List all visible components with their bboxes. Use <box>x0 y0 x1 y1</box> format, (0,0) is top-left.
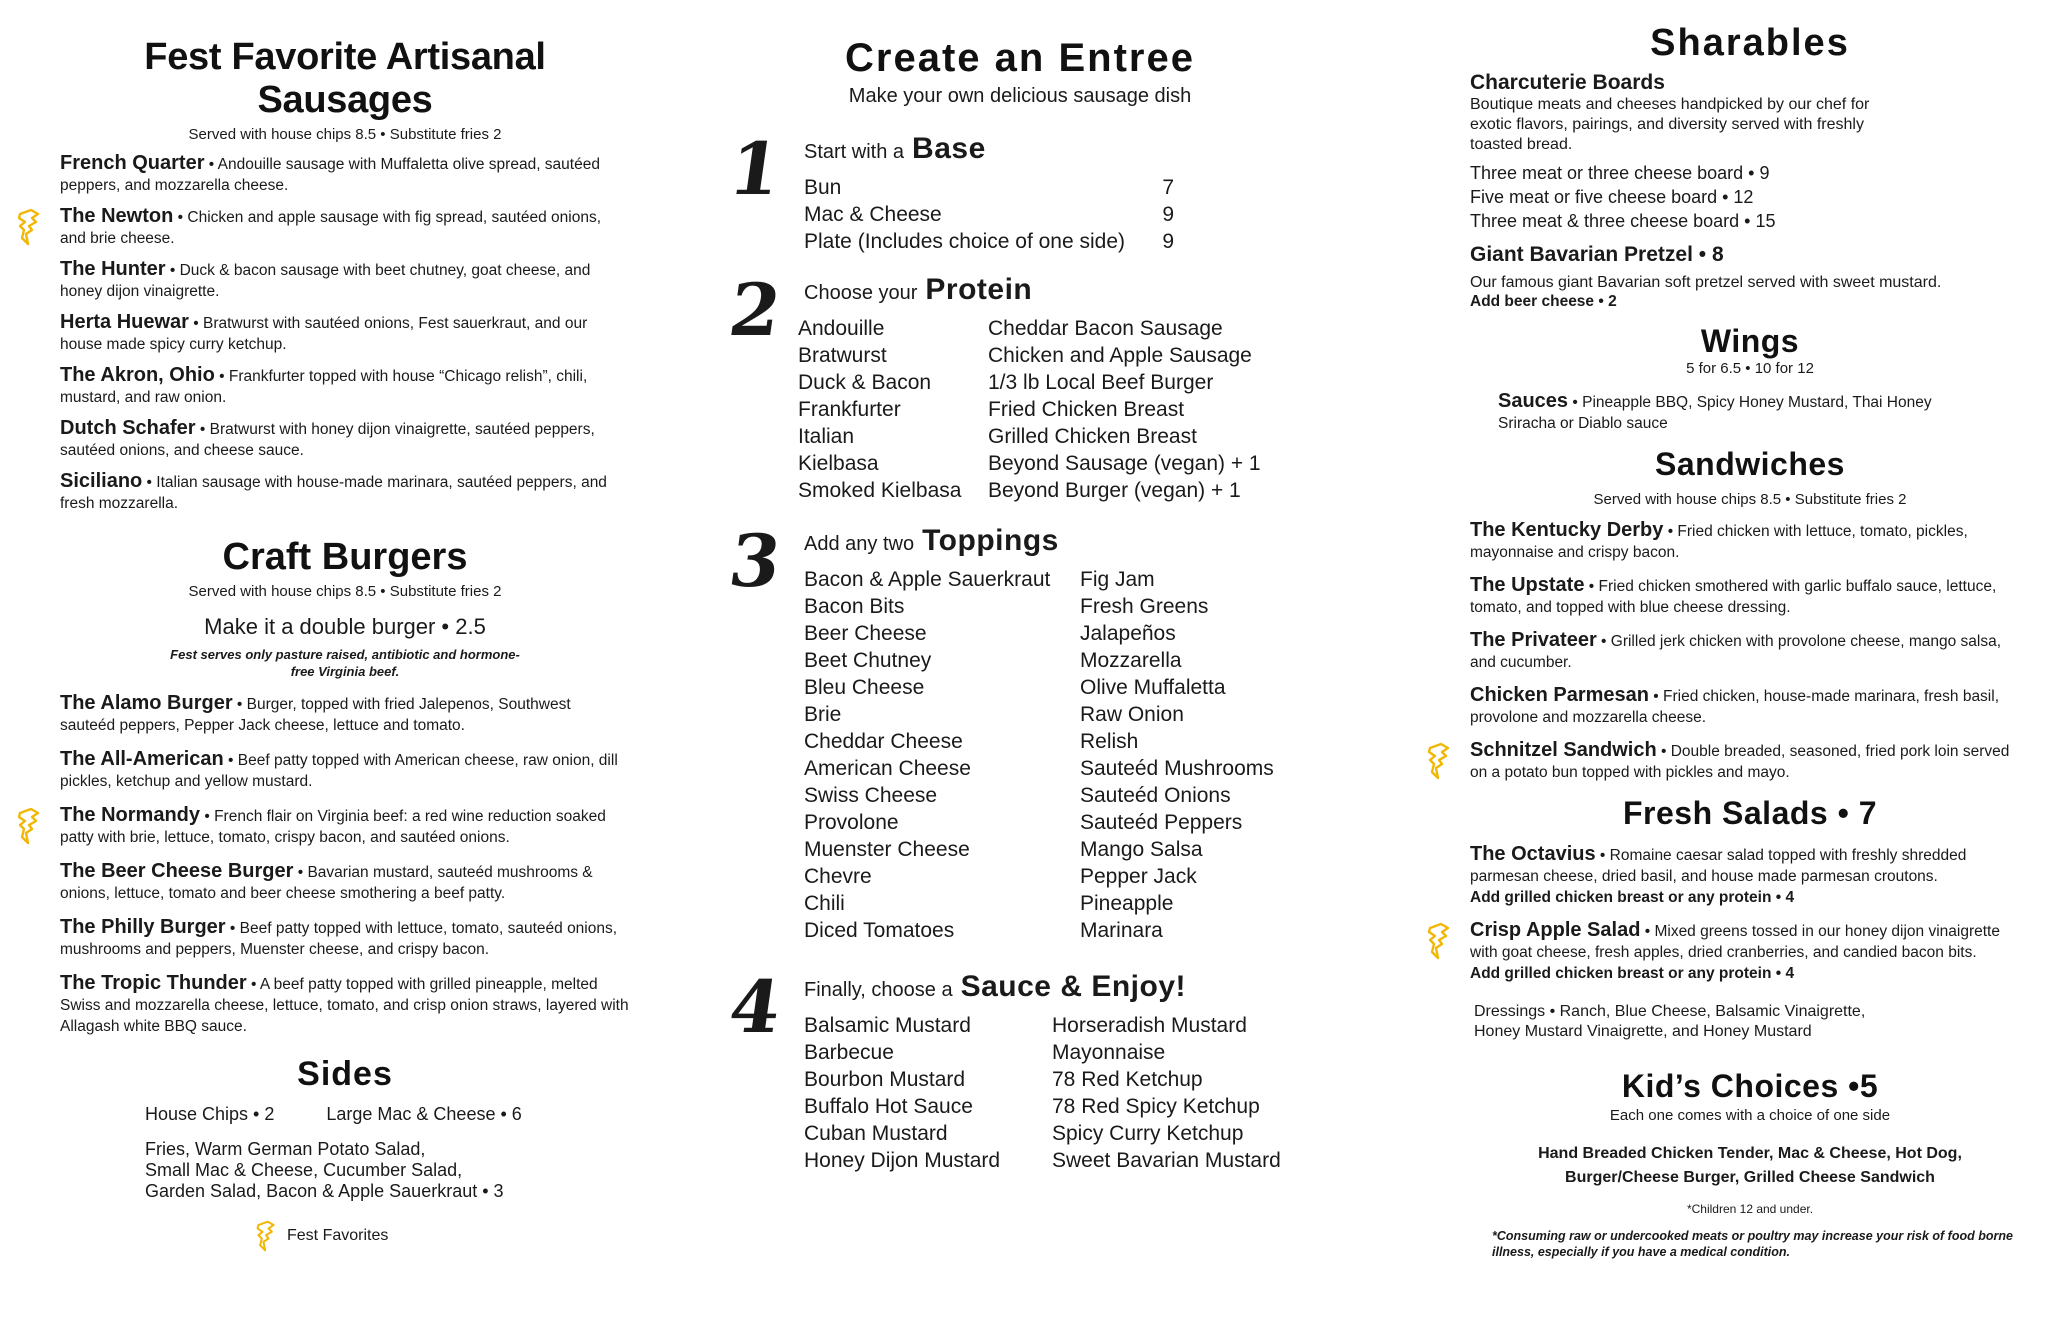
option-item: Sweet Bavarian Mustard <box>1052 1149 1281 1172</box>
option-item: Grilled Chicken Breast <box>988 425 1197 448</box>
kids-line: Hand Breaded Chicken Tender, Mac & Cheese, Hot Dog, <box>1538 1145 1962 1162</box>
option-item: 78 Red Spicy Ketchup <box>1052 1095 1260 1118</box>
step-number: 4 <box>724 964 787 1049</box>
legend-label: Fest Favorites <box>287 1227 389 1244</box>
legend <box>60 1220 630 1252</box>
item-name: Schnitzel Sandwich <box>1470 739 1657 761</box>
sausages-subtitle: Served with house chips 8.5 • Substitute fries 2 <box>188 126 502 143</box>
kids-line: Burger/Cheese Burger, Grilled Cheese Sandwich <box>1565 1169 1935 1186</box>
sides-row <box>60 1104 630 1125</box>
toppings-col-1 <box>804 566 1080 944</box>
option-item: Sauteéd Mushrooms <box>1080 757 1274 780</box>
option-item: Chevre <box>804 865 872 888</box>
menu-item <box>60 365 630 408</box>
salad-dressings: Dressings • Ranch, Blue Cheese, Balsamic Vinaigrette, Honey Mustard Vinaigrette, and Honey Mustard <box>1474 1003 1866 1040</box>
menu-item <box>60 917 630 960</box>
left-column <box>60 0 630 1252</box>
step-number: 3 <box>724 518 787 603</box>
option-item: Bratwurst <box>798 344 887 367</box>
fest-favorite-icon <box>16 208 42 246</box>
entree-subtitle: Make your own delicious sausage dish <box>848 85 1192 107</box>
item-desc: • Frankfurter topped with house “Chicago relish”, chili, mustard, and raw onion. <box>60 368 588 406</box>
food-safety-disclaimer: *Consuming raw or undercooked meats or poultry may increase your risk of food borne illness, especially if you have a medical condition. <box>1492 1229 2013 1259</box>
fest-favorite-icon <box>1426 922 1452 960</box>
step-prefix: Choose your <box>804 282 918 304</box>
step-head: Base <box>912 132 986 165</box>
board-option: Five meat or five cheese board • 12 <box>1470 187 1754 207</box>
item-name: The All-American <box>60 748 224 770</box>
sausage-list <box>60 153 630 514</box>
item-name: The Normandy <box>60 804 201 826</box>
option-item: Diced Tomatoes <box>804 919 955 942</box>
entree-title: Create an Entree <box>845 36 1195 80</box>
item-name: The Kentucky Derby <box>1470 519 1664 541</box>
fest-favorite-icon <box>16 807 42 845</box>
protein-col-1 <box>798 315 988 504</box>
wings-sauces-label: Sauces <box>1498 390 1569 412</box>
item-name: French Quarter <box>60 152 205 174</box>
step-number: 2 <box>724 267 787 352</box>
item-name: The Philly Burger <box>60 916 226 938</box>
item-desc: • Fried chicken smothered with garlic buffalo sauce, lettuce, tomato, and topped with blue cheese dressing. <box>1470 578 1997 616</box>
item-desc: • French flair on Virginia beef: a red wine reduction soaked patty with brie, lettuce, tomato, crispy bacon, and sautéed onions. <box>60 808 606 846</box>
option-item: Fried Chicken Breast <box>988 398 1185 421</box>
menu-item <box>60 861 630 904</box>
item-desc: • Bratwurst with sautéed onions, Fest sauerkraut, and our house made spicy curry ketchup. <box>60 315 588 353</box>
item-desc: • Duck & bacon sausage with beet chutney, goat cheese, and honey dijon vinaigrette. <box>60 262 591 300</box>
step-heading <box>804 970 1320 1004</box>
sides-title: Sides <box>297 1055 393 1093</box>
option-item: Marinara <box>1080 919 1163 942</box>
burgers-title: Craft Burgers <box>222 536 468 578</box>
item-desc: • Burger, topped with fried Jalepenos, Southwest sauteéd peppers, Pepper Jack cheese, lettuce and tomato. <box>60 696 571 734</box>
item-desc: • Chicken and apple sausage with fig spread, sautéed onions, and brie cheese. <box>60 209 601 247</box>
step-base <box>720 126 1320 255</box>
item-desc: • Mixed greens tossed in our honey dijon vinaigrette with goat cheese, fresh apples, dried cranberries, and candied bacon bits. <box>1470 923 2000 961</box>
menu-item <box>1470 520 2030 563</box>
step-toppings <box>720 518 1320 944</box>
wings-prices: 5 for 6.5 • 10 for 12 <box>1686 360 1814 377</box>
board-option: Three meat or three cheese board • 9 <box>1470 163 1770 183</box>
step-prefix: Finally, choose a <box>804 979 953 1001</box>
kids-options <box>1470 1142 2030 1190</box>
option-item: Raw Onion <box>1080 703 1184 726</box>
option-item: Andouille <box>798 317 885 340</box>
option-item: Bourbon Mustard <box>804 1068 966 1091</box>
option-item: Frankfurter <box>798 398 901 421</box>
item-desc: • Double breaded, seasoned, fried pork loin served on a potato bun topped with pickles and mayo. <box>1470 743 2010 781</box>
step-prefix: Start with a <box>804 141 905 163</box>
fest-favorite-icon <box>1426 742 1452 780</box>
option-item: Fresh Greens <box>1080 595 1209 618</box>
menu-item <box>60 206 630 249</box>
menu-item <box>60 312 630 355</box>
option-item: Olive Muffaletta <box>1080 676 1226 699</box>
base-price: 7 <box>1162 176 1174 199</box>
step-head: Protein <box>925 273 1033 306</box>
option-item: Spicy Curry Ketchup <box>1052 1122 1244 1145</box>
item-desc: • Beef patty topped with American cheese, raw onion, dill pickles, ketchup and yellow mustard. <box>60 752 618 790</box>
item-name: The Hunter <box>60 258 166 280</box>
base-row <box>804 228 1174 255</box>
protein-table <box>798 315 1320 504</box>
step-sauce <box>720 964 1320 1174</box>
sides-line: Garden Salad, Bacon & Apple Sauerkraut • 3 <box>145 1181 504 1201</box>
menu-item <box>60 693 630 736</box>
kids-note: *Children 12 and under. <box>1686 1202 1814 1216</box>
item-desc: • Beef patty topped with lettuce, tomato, sauteéd onions, mushrooms and peppers, Muenster cheese, and crispy bacon. <box>60 920 618 958</box>
sharables-title: Sharables <box>1650 22 1850 64</box>
option-item: Chicken and Apple Sausage <box>988 344 1252 367</box>
toppings-table <box>804 566 1320 944</box>
option-item: 1/3 lb Local Beef Burger <box>988 371 1214 394</box>
option-item: Muenster Cheese <box>804 838 970 861</box>
option-item: Balsamic Mustard <box>804 1014 971 1037</box>
option-item: Bleu Cheese <box>804 676 925 699</box>
item-name: The Upstate <box>1470 574 1585 596</box>
salad-list <box>1470 844 2030 984</box>
menu-item <box>1470 630 2030 673</box>
option-item: Cuban Mustard <box>804 1122 948 1145</box>
step-prefix: Add any two <box>804 533 915 555</box>
option-item: Horseradish Mustard <box>1052 1014 1247 1037</box>
sausages-title: Fest Favorite Artisanal Sausages <box>144 36 546 121</box>
option-item: Swiss Cheese <box>804 784 938 807</box>
option-item: Barbecue <box>804 1041 894 1064</box>
item-addon: Add grilled chicken breast or any protein • 4 <box>1470 965 1795 982</box>
item-name: Chicken Parmesan <box>1470 684 1649 706</box>
item-name: The Privateer <box>1470 629 1597 651</box>
sides-line: Fries, Warm German Potato Salad, <box>145 1139 426 1159</box>
item-name: The Akron, Ohio <box>60 364 215 386</box>
item-desc: • Grilled jerk chicken with provolone cheese, mango salsa, and cucumber. <box>1470 633 2002 671</box>
item-desc: • Bratwurst with honey dijon vinaigrette, sautéed peppers, sautéed onions, and cheese sauce. <box>60 421 595 459</box>
base-row <box>804 174 1174 201</box>
item-name: The Beer Cheese Burger <box>60 860 294 882</box>
option-item: Beyond Sausage (vegan) + 1 <box>988 452 1261 475</box>
item-desc: • Fried chicken, house-made marinara, fresh basil, provolone and mozzarella cheese. <box>1470 688 2000 726</box>
option-item: Cheddar Bacon Sausage <box>988 317 1223 340</box>
base-price: 9 <box>1162 203 1174 226</box>
menu-item <box>1470 575 2030 618</box>
base-name: Mac & Cheese <box>804 203 942 226</box>
menu-item <box>60 471 630 514</box>
option-item: Sauteéd Peppers <box>1080 811 1243 834</box>
base-name: Plate (Includes choice of one side) <box>804 230 1126 253</box>
option-item: Kielbasa <box>798 452 879 475</box>
item-name: Crisp Apple Salad <box>1470 919 1641 941</box>
menu-item <box>60 153 630 196</box>
right-column <box>1470 0 2030 1260</box>
step-heading <box>804 524 1320 558</box>
toppings-col-2 <box>1080 566 1274 944</box>
protein-col-2 <box>988 315 1261 504</box>
salads-title: Fresh Salads • 7 <box>1623 795 1877 831</box>
menu-item <box>1470 740 2030 783</box>
wings-sauces-desc: • Pineapple BBQ, Spicy Honey Mustard, Thai Honey Sriracha or Diablo sauce <box>1498 394 1932 432</box>
option-item: Mango Salsa <box>1080 838 1203 861</box>
item-addon: Add grilled chicken breast or any protein • 4 <box>1470 889 1795 906</box>
option-item: Pepper Jack <box>1080 865 1197 888</box>
board-list <box>1470 161 2030 233</box>
sandwiches-title: Sandwiches <box>1655 446 1845 482</box>
wings-sauces <box>1470 391 2030 434</box>
option-item: Beyond Burger (vegan) + 1 <box>988 479 1241 502</box>
base-table <box>804 174 1320 255</box>
sides-group <box>60 1139 630 1202</box>
option-item: Mozzarella <box>1080 649 1182 672</box>
option-item: Pineapple <box>1080 892 1174 915</box>
kids-subtitle: Each one comes with a choice of one side <box>1609 1107 1891 1124</box>
item-name: Dutch Schafer <box>60 417 196 439</box>
option-item: Bacon Bits <box>804 595 905 618</box>
menu-item <box>60 418 630 461</box>
sandwich-list <box>1470 520 2030 783</box>
item-desc: • Italian sausage with house-made marinara, sautéed peppers, and fresh mozzarella. <box>60 474 607 512</box>
option-item: Relish <box>1080 730 1139 753</box>
item-name: The Octavius <box>1470 843 1596 865</box>
menu-item <box>60 973 630 1037</box>
menu-item <box>1470 844 2030 908</box>
middle-column <box>720 0 1320 1174</box>
item-name: The Newton <box>60 205 174 227</box>
option-item: Beet Chutney <box>804 649 932 672</box>
item-name: Herta Huewar <box>60 311 189 333</box>
side-large-mac: Large Mac & Cheese • 6 <box>326 1104 522 1124</box>
double-burger-option: Make it a double burger • 2.5 <box>204 614 486 639</box>
item-desc: • Fried chicken with lettuce, tomato, pickles, mayonnaise and crispy bacon. <box>1470 523 1968 561</box>
step-heading <box>804 273 1320 307</box>
base-name: Bun <box>804 176 842 199</box>
item-name: The Alamo Burger <box>60 692 233 714</box>
item-desc: • A beef patty topped with grilled pineapple, melted Swiss and mozzarella cheese, lettuce, tomato, and crisp onion straws, layered with Allagash white BBQ sauce. <box>60 976 629 1035</box>
sandwiches-subtitle: Served with house chips 8.5 • Substitute fries 2 <box>1593 491 1907 508</box>
item-desc: • Romaine caesar salad topped with freshly shredded parmesan cheese, dried basil, and house made parmesan croutons. <box>1470 847 1967 885</box>
item-name: The Tropic Thunder <box>60 972 247 994</box>
option-item: Buffalo Hot Sauce <box>804 1095 973 1118</box>
pretzel-title: Giant Bavarian Pretzel • 8 <box>1470 243 1724 266</box>
burger-list <box>60 693 630 1037</box>
fest-favorite-icon <box>255 1220 277 1252</box>
option-item: Smoked Kielbasa <box>798 479 962 502</box>
base-price: 9 <box>1162 230 1174 253</box>
option-item: Sauteéd Onions <box>1080 784 1231 807</box>
base-row <box>804 201 1174 228</box>
step-head: Toppings <box>922 524 1059 557</box>
pretzel-addon: Add beer cheese • 2 <box>1470 293 1617 310</box>
option-item: Fig Jam <box>1080 568 1155 591</box>
option-item: Mayonnaise <box>1052 1041 1166 1064</box>
step-head: Sauce & Enjoy! <box>960 970 1186 1003</box>
menu-item <box>1470 685 2030 728</box>
sauce-col-2 <box>1052 1012 1281 1174</box>
menu-item <box>60 805 630 848</box>
menu-item <box>60 259 630 302</box>
option-item: Jalapeños <box>1080 622 1176 645</box>
beef-note: Fest serves only pasture raised, antibiotic and hormone-free Virginia beef. <box>170 647 520 679</box>
menu-item <box>1470 920 2030 984</box>
option-item: Honey Dijon Mustard <box>804 1149 1001 1172</box>
item-name: Siciliano <box>60 470 143 492</box>
option-item: Provolone <box>804 811 899 834</box>
sauce-table <box>804 1012 1320 1174</box>
option-item: Beer Cheese <box>804 622 927 645</box>
sauce-col-1 <box>804 1012 1052 1174</box>
step-number: 1 <box>724 126 787 211</box>
wings-title: Wings <box>1700 323 1800 359</box>
option-item: Italian <box>798 425 855 448</box>
option-item: 78 Red Ketchup <box>1052 1068 1203 1091</box>
charcuterie-title: Charcuterie Boards <box>1470 71 1665 94</box>
side-house-chips: House Chips • 2 <box>145 1104 275 1124</box>
step-protein <box>720 267 1320 504</box>
option-item: Duck & Bacon <box>798 371 932 394</box>
menu-item <box>60 749 630 792</box>
item-desc: • Bavarian mustard, sauteéd mushrooms & onions, lettuce, tomato and beer cheese smothering a beef patty. <box>60 864 593 902</box>
board-option: Three meat & three cheese board • 15 <box>1470 211 1776 231</box>
option-item: Cheddar Cheese <box>804 730 963 753</box>
option-item: American Cheese <box>804 757 971 780</box>
step-heading <box>804 132 1320 166</box>
option-item: Brie <box>804 703 842 726</box>
option-item: Chili <box>804 892 845 915</box>
item-desc: • Andouille sausage with Muffaletta olive spread, sautéed peppers, and mozzarella cheese. <box>60 156 600 194</box>
kids-title: Kid’s Choices •5 <box>1621 1068 1879 1104</box>
burgers-subtitle: Served with house chips 8.5 • Substitute fries 2 <box>188 583 502 600</box>
pretzel-desc: Our famous giant Bavarian soft pretzel served with sweet mustard. <box>1470 274 1942 291</box>
charcuterie-desc: Boutique meats and cheeses handpicked by our chef for exotic flavors, pairings, and diversity served with freshly toasted bread. <box>1470 96 1870 153</box>
sides-line: Small Mac & Cheese, Cucumber Salad, <box>145 1160 463 1180</box>
option-item: Bacon & Apple Sauerkraut <box>804 568 1051 591</box>
